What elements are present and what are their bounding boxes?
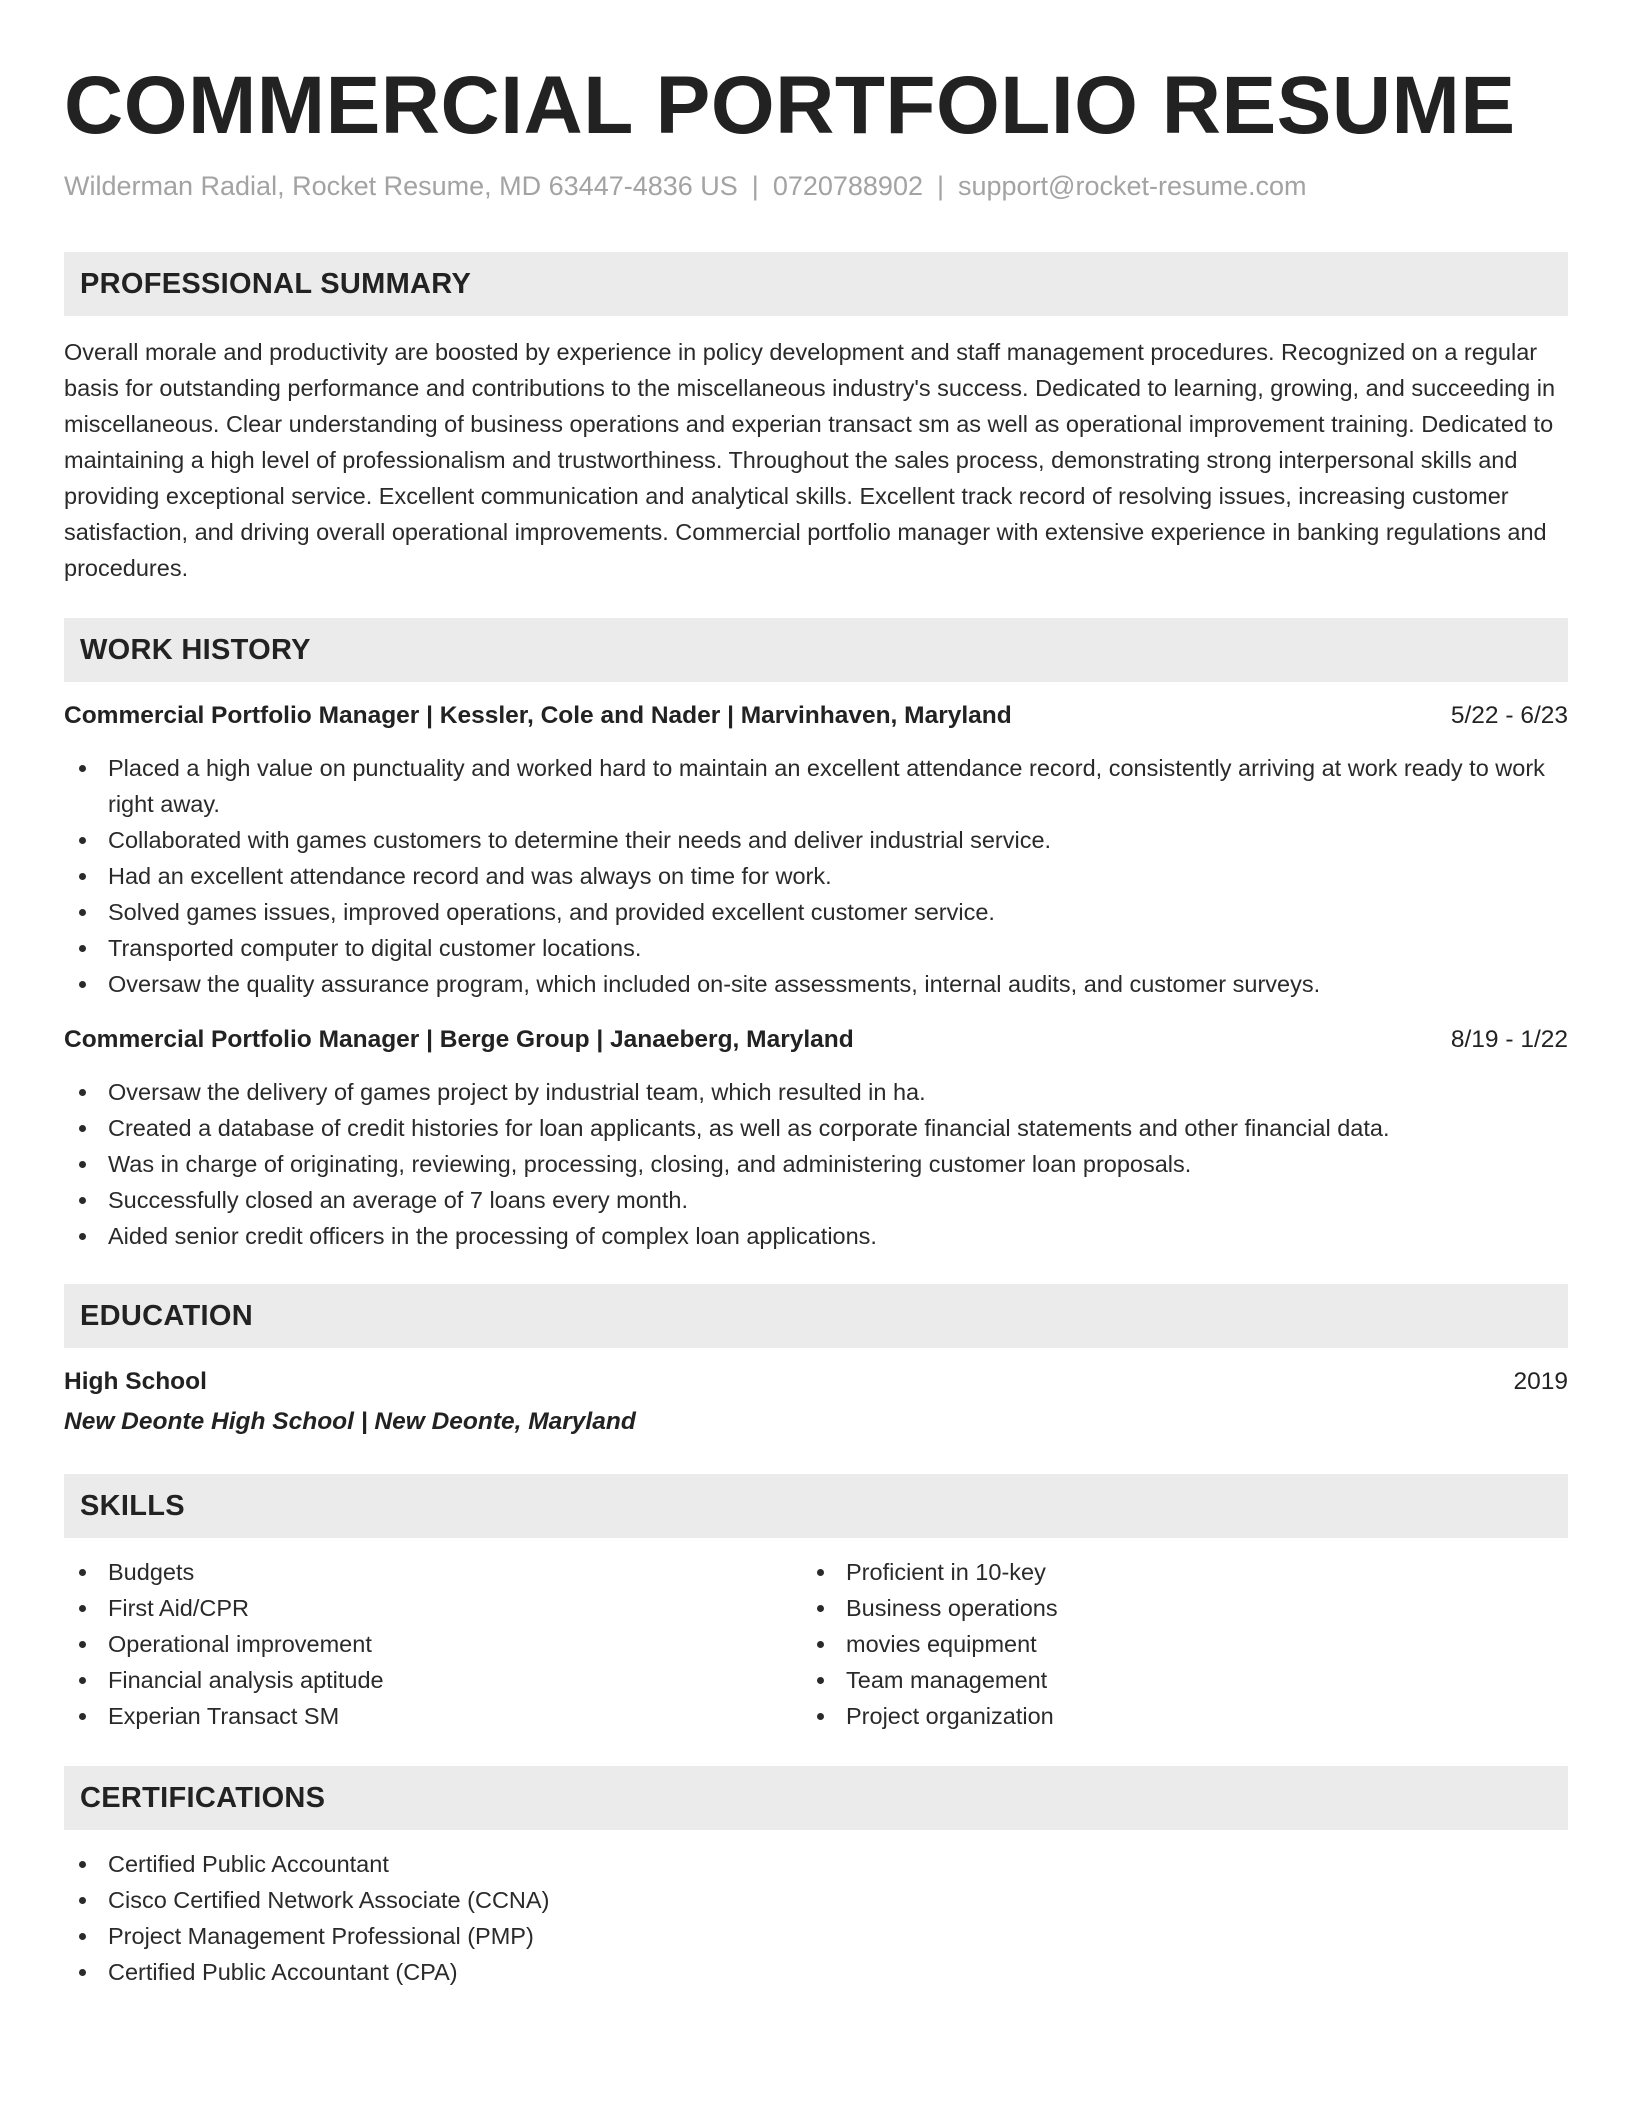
skills-list (64, 1554, 1568, 1734)
education-header (64, 1364, 1568, 1400)
skill-item: Project organization (802, 1698, 1540, 1734)
list-item: Oversaw the delivery of games project by industrial team, which resulted in ha. (64, 1074, 1568, 1110)
section-heading-work-history: WORK HISTORY (64, 618, 1568, 682)
certifications-list (64, 1846, 1568, 1990)
skill-item: movies equipment (802, 1626, 1540, 1662)
contact-email[interactable]: support@rocket-resume.com (958, 171, 1307, 201)
job-dates: 8/19 - 1/22 (1450, 1026, 1568, 1053)
contact-separator: | (751, 171, 759, 201)
contact-phone: 0720788902 (772, 171, 923, 201)
list-item: Solved games issues, improved operations, and provided excellent customer service. (64, 894, 1568, 930)
education-entry (64, 1364, 1568, 1440)
list-item: Had an excellent attendance record and was always on time for work. (64, 858, 1568, 894)
certification-item: Project Management Professional (PMP) (64, 1918, 1568, 1954)
list-item: Placed a high value on punctuality and worked hard to maintain an excellent attendance record, consistently arriving at work ready to work right away. (64, 750, 1568, 822)
list-item: Oversaw the quality assurance program, which included on-site assessments, internal audits, and customer surveys. (64, 966, 1568, 1002)
education-year: 2019 (1513, 1368, 1568, 1395)
list-item: Created a database of credit histories for loan applicants, as well as corporate financial statements and other financial data. (64, 1110, 1568, 1146)
section-heading-skills: SKILLS (64, 1474, 1568, 1538)
job-title: Commercial Portfolio Manager | Kessler, Cole and Nader | Marvinhaven, Maryland (64, 702, 1012, 729)
section-heading-education: EDUCATION (64, 1284, 1568, 1348)
job-bullets (64, 750, 1568, 1002)
skill-item: First Aid/CPR (64, 1590, 802, 1626)
education-school: New Deonte High School | New Deonte, Maryland (64, 1408, 636, 1435)
job-entry (64, 1022, 1568, 1254)
certification-item: Certified Public Accountant (CPA) (64, 1954, 1568, 1990)
resume-title: COMMERCIAL PORTFOLIO RESUME (64, 60, 1516, 151)
job-header (64, 698, 1568, 734)
contact-address: Wilderman Radial, Rocket Resume, MD 63447-4836 US (64, 171, 738, 201)
summary-text: Overall morale and productivity are boosted by experience in policy development and staff management procedures. Recognized on a regular basis for outstanding performance and contributions to the miscellaneous industry's success. Dedicated to learning, growing, and succeeding in miscellaneous. Clear understanding of business operations and experian transact sm as well as operational improvement training. Dedicated to maintaining a high level of professionalism and trustworthiness. Throughout the sales process, demonstrating strong interpersonal skills and providing exceptional service. Excellent communication and analytical skills. Excellent track record of resolving issues, increasing customer satisfaction, and driving overall operational improvements. Commercial portfolio manager with extensive experience in banking regulations and procedures. (64, 339, 1556, 581)
job-title: Commercial Portfolio Manager | Berge Group | Janaeberg, Maryland (64, 1026, 854, 1053)
skill-item: Experian Transact SM (64, 1698, 802, 1734)
job-dates: 5/22 - 6/23 (1450, 702, 1568, 729)
list-item: Transported computer to digital customer locations. (64, 930, 1568, 966)
job-bullets (64, 1074, 1568, 1254)
list-item: Successfully closed an average of 7 loans every month. (64, 1182, 1568, 1218)
job-entry (64, 698, 1568, 1002)
certification-item: Cisco Certified Network Associate (CCNA) (64, 1882, 1568, 1918)
job-header (64, 1022, 1568, 1058)
skill-item: Business operations (802, 1590, 1540, 1626)
education-degree: High School (64, 1368, 207, 1395)
section-heading-summary: PROFESSIONAL SUMMARY (64, 252, 1568, 316)
certification-item: Certified Public Accountant (64, 1846, 1568, 1882)
skill-item: Operational improvement (64, 1626, 802, 1662)
contact-separator: | (936, 171, 944, 201)
list-item: Was in charge of originating, reviewing, processing, closing, and administering customer loan proposals. (64, 1146, 1568, 1182)
skill-item: Proficient in 10-key (802, 1554, 1540, 1590)
skills-column-left (64, 1554, 802, 1734)
skill-item: Financial analysis aptitude (64, 1662, 802, 1698)
skill-item: Team management (802, 1662, 1540, 1698)
contact-line (64, 168, 1568, 204)
list-item: Collaborated with games customers to determine their needs and deliver industrial service. (64, 822, 1568, 858)
skill-item: Budgets (64, 1554, 802, 1590)
list-item: Aided senior credit officers in the processing of complex loan applications. (64, 1218, 1568, 1254)
section-heading-certifications: CERTIFICATIONS (64, 1766, 1568, 1830)
skills-column-right (802, 1554, 1540, 1734)
